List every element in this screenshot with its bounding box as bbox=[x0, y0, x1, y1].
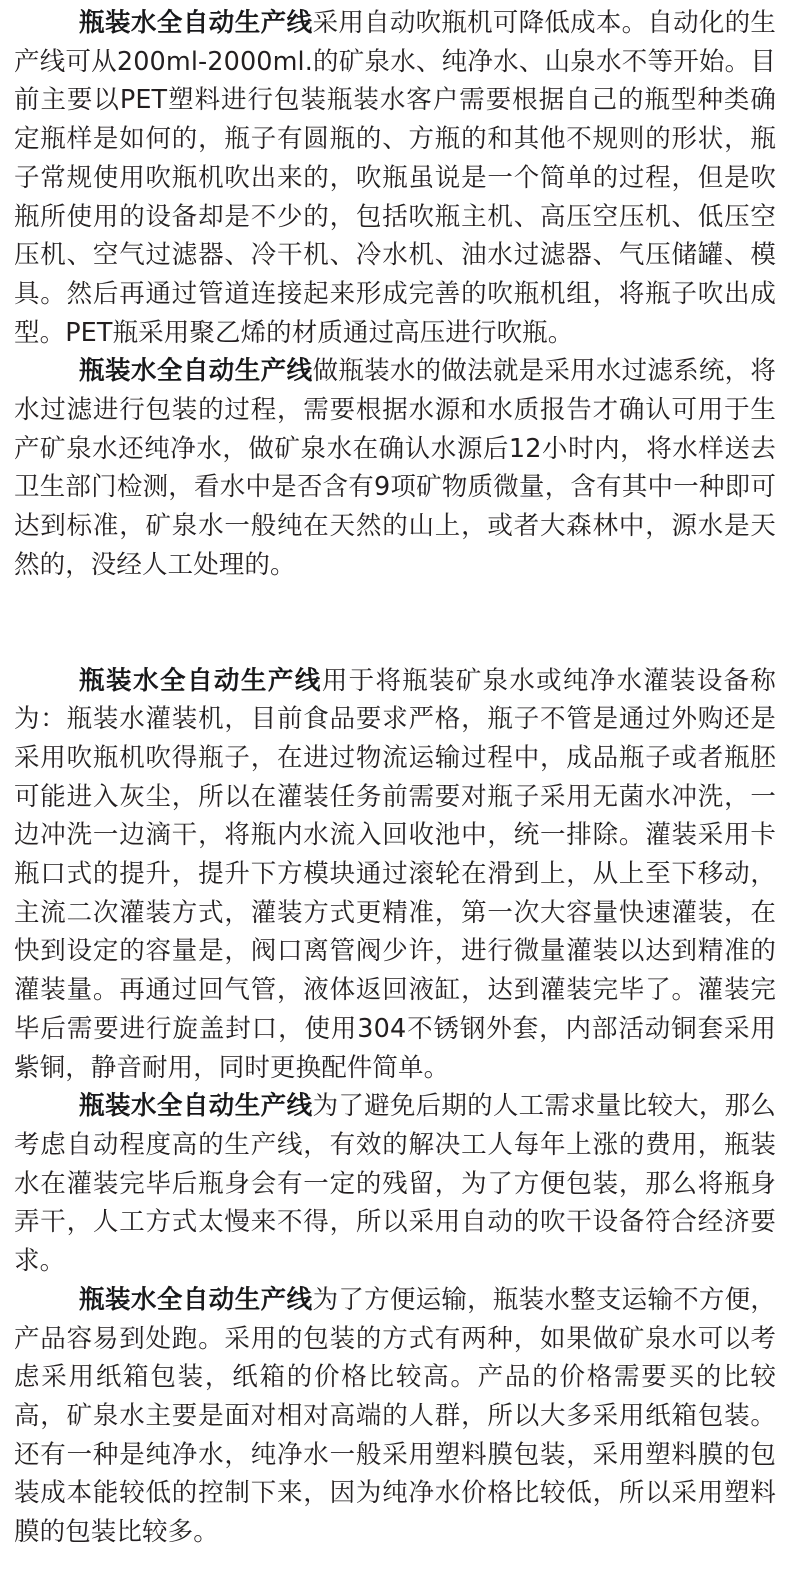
paragraph-1 bbox=[14, 4, 776, 352]
paragraph-1-body: 采用自动吹瓶机可降低成本。自动化的生产线可从200ml-2000ml.的矿泉水、纯净水、山泉水不等开始。目前主要以PET塑料进行包装瓶装水客户需要根据自己的瓶型种类确定瓶样是如何的，瓶子有圆瓶的、方瓶的和其他不规则的形状，瓶子常规使用吹瓶机吹出来的，吹瓶虽说是一个简单的过程，但是吹瓶所使用的设备却是不少的，包括吹瓶主机、高压空压机、低压空压机、空气过滤器、冷干机、冷水机、油水过滤器、气压储罐、模具。然后再通过管道连接起来形成完善的吹瓶机组，将瓶子吹出成型。PET瓶采用聚乙烯的材质通过高压进行吹瓶。 bbox=[14, 8, 776, 348]
paragraph-5-body: 为了方便运输，瓶装水整支运输不方便，产品容易到处跑。采用的包装的方式有两种，如果做矿泉水可以考虑采用纸箱包装，纸箱的价格比较高。产品的价格需要买的比较高，矿泉水主要是面对相对高端的人群，所以大多采用纸箱包装。还有一种是纯净水，纯净水一般采用塑料膜包装，采用塑料膜的包装成本能较低的控制下来，因为纯净水价格比较低，所以采用塑料膜的包装比较多。 bbox=[14, 1284, 776, 1548]
paragraph-spacer bbox=[14, 585, 776, 662]
bottom-whitespace bbox=[14, 1552, 776, 1578]
paragraph-4-lead-keyword: 瓶装水全自动生产线 bbox=[79, 1091, 313, 1122]
paragraph-3-lead-keyword: 瓶装水全自动生产线 bbox=[79, 665, 322, 696]
paragraph-5-lead-keyword: 瓶装水全自动生产线 bbox=[79, 1284, 313, 1315]
paragraph-2-lead-keyword: 瓶装水全自动生产线 bbox=[79, 356, 313, 387]
article-body bbox=[14, 4, 776, 1578]
paragraph-2 bbox=[14, 352, 776, 584]
paragraph-3 bbox=[14, 662, 776, 1088]
paragraph-4-body: 为了避免后期的人工需求量比较大，那么考虑自动程度高的生产线，有效的解决工人每年上涨的费用，瓶装水在灌装完毕后瓶身会有一定的残留，为了方便包装，那么将瓶身弄干，人工方式太慢来不得，所以采用自动的吹干设备符合经济要求。 bbox=[14, 1091, 776, 1277]
paragraph-3-body: 用于将瓶装矿泉水或纯净水灌装设备称为：瓶装水灌装机，目前食品要求严格，瓶子不管是通过外购还是采用吹瓶机吹得瓶子，在进过物流运输过程中，成品瓶子或者瓶胚可能进入灰尘，所以在灌装任务前需要对瓶子采用无菌水冲洗，一边冲洗一边滴干，将瓶内水流入回收池中，统一排除。灌装采用卡瓶口式的提升，提升下方模块通过滚轮在滑到上，从上至下移动，主流二次灌装方式，灌装方式更精准，第一次大容量快速灌装，在快到设定的容量是，阀口离管阀少许，进行微量灌装以达到精准的灌装量。再通过回气管，液体返回液缸，达到灌装完毕了。灌装完毕后需要进行旋盖封口，使用304不锈钢外套，内部活动铜套采用紫铜，静音耐用，同时更换配件简单。 bbox=[14, 665, 777, 1083]
paragraph-4 bbox=[14, 1087, 776, 1281]
paragraph-2-body: 做瓶装水的做法就是采用水过滤系统，将水过滤进行包装的过程，需要根据水源和水质报告才确认可用于生产矿泉水还纯净水，做矿泉水在确认水源后12小时内，将水样送去卫生部门检测，看水中是否含有9项矿物质微量，含有其中一种即可达到标准，矿泉水一般纯在天然的山上，或者大森林中，源水是天然的，没经人工处理的。 bbox=[14, 356, 776, 580]
paragraph-1-lead-keyword: 瓶装水全自动生产线 bbox=[79, 8, 313, 38]
paragraph-5 bbox=[14, 1281, 776, 1552]
